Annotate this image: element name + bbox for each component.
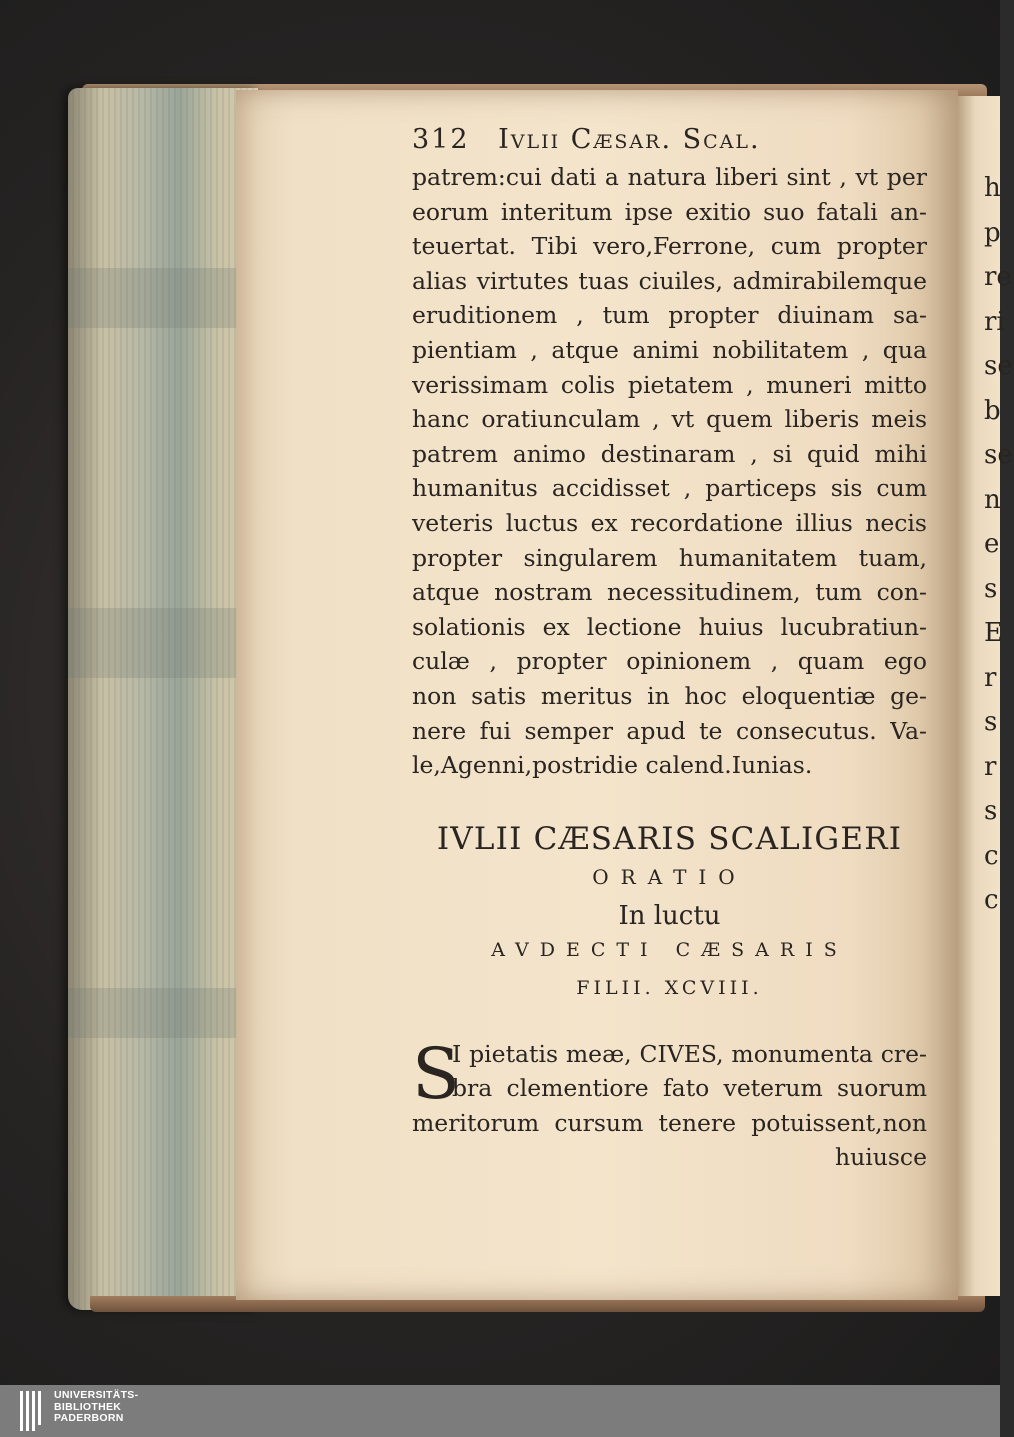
facing-page-letter: c	[984, 840, 999, 871]
text-line: eorum interitum ipse exitio suo fatali an-	[412, 197, 927, 226]
text-line: verissimam colis pietatem , muneri mitto	[412, 370, 927, 399]
facing-page-letter: ri	[984, 306, 1005, 337]
text-line: non satis meritus in hoc eloquentiæ ge-	[412, 681, 927, 710]
text-line: eruditionem , tum propter diuinam sa-	[412, 301, 927, 330]
text-line: propter singularem humanitatem tuam,	[412, 543, 927, 572]
library-name: UNIVERSITÄTS- BIBLIOTHEK PADERBORN	[54, 1389, 139, 1424]
oration-subject: In luctu	[618, 900, 721, 931]
text-line: humanitus accidisset , particeps sis cum	[412, 474, 927, 503]
page-number: 312	[412, 124, 470, 155]
text-line: pientiam , atque animi nobilitatem , qua	[412, 335, 927, 364]
letter-text	[412, 160, 927, 783]
page-stack-edge	[68, 88, 258, 1310]
facing-page-letter: b	[984, 395, 1001, 426]
facing-page-letter: c	[984, 885, 999, 915]
facing-page-letter: r	[984, 751, 997, 782]
running-head	[412, 124, 927, 160]
text-line: patrem:cui dati a natura liberi sint , vt per	[412, 163, 927, 191]
text-line: teuertat. Tibi vero,Ferrone, cum propter	[412, 232, 927, 261]
facing-page-letter: re	[984, 262, 1012, 292]
facing-page	[958, 96, 1013, 1296]
oration-line: meritorum cursum tenere potuissent,non	[412, 1108, 927, 1137]
oration-text	[412, 1032, 927, 1175]
facing-page-letter: p	[984, 217, 1001, 248]
facing-page-letter: n	[984, 484, 1001, 515]
oration-number: FILII. XCVIII.	[576, 976, 763, 999]
facing-page-letter: s	[984, 573, 998, 604]
oration-line: I pietatis meæ, CIVES, monumenta cre-	[452, 1039, 927, 1068]
facing-page-letter: h	[984, 173, 1001, 203]
facing-page-letter: r	[984, 662, 997, 693]
oration-label: ORATIO	[592, 864, 747, 889]
facing-page-letter: s	[984, 796, 998, 826]
facing-page-letter: se	[984, 440, 1013, 470]
facing-page-letters	[984, 166, 1014, 923]
catchword: huiusce	[834, 1143, 927, 1172]
oration-author-heading: IVLII CÆSARIS SCALIGERI	[436, 820, 903, 857]
text-line: nere fui semper apud te consecutus. Va-	[412, 716, 927, 745]
text-line: hanc oratiunculam , vt quem liberis meis	[412, 405, 927, 434]
text-line: atque nostram necessitudinem, tum con-	[412, 578, 927, 607]
oration-person: AVDECTI CÆSARIS	[491, 938, 848, 961]
text-line: solationis ex lectione huius lucubratiun-	[412, 612, 927, 641]
text-line: veteris luctus ex recordatione illius necis	[412, 508, 927, 537]
library-logo-icon	[20, 1391, 46, 1431]
footer-bar	[0, 1385, 1000, 1437]
text-line: patrem animo destinaram , si quid mihi	[412, 439, 927, 468]
running-title: Ivlii Cæsar. Scal.	[498, 124, 761, 155]
facing-page-letter: E	[984, 618, 1003, 648]
page-text-block	[412, 124, 927, 1174]
text-line: alias virtutes tuas ciuiles, admirabilemque	[412, 266, 927, 295]
facing-page-letter: se	[984, 351, 1013, 381]
text-line: le,Agenni,postridie calend.Iunias.	[412, 751, 813, 780]
facing-page-letter: e	[984, 529, 1000, 559]
drop-cap: S	[412, 1032, 460, 1115]
facing-page-letter: s	[984, 707, 998, 737]
oration-line: bra clementiore fato veterum suorum	[452, 1074, 927, 1103]
text-line: culæ , propter opinionem , quam ego	[412, 647, 927, 676]
